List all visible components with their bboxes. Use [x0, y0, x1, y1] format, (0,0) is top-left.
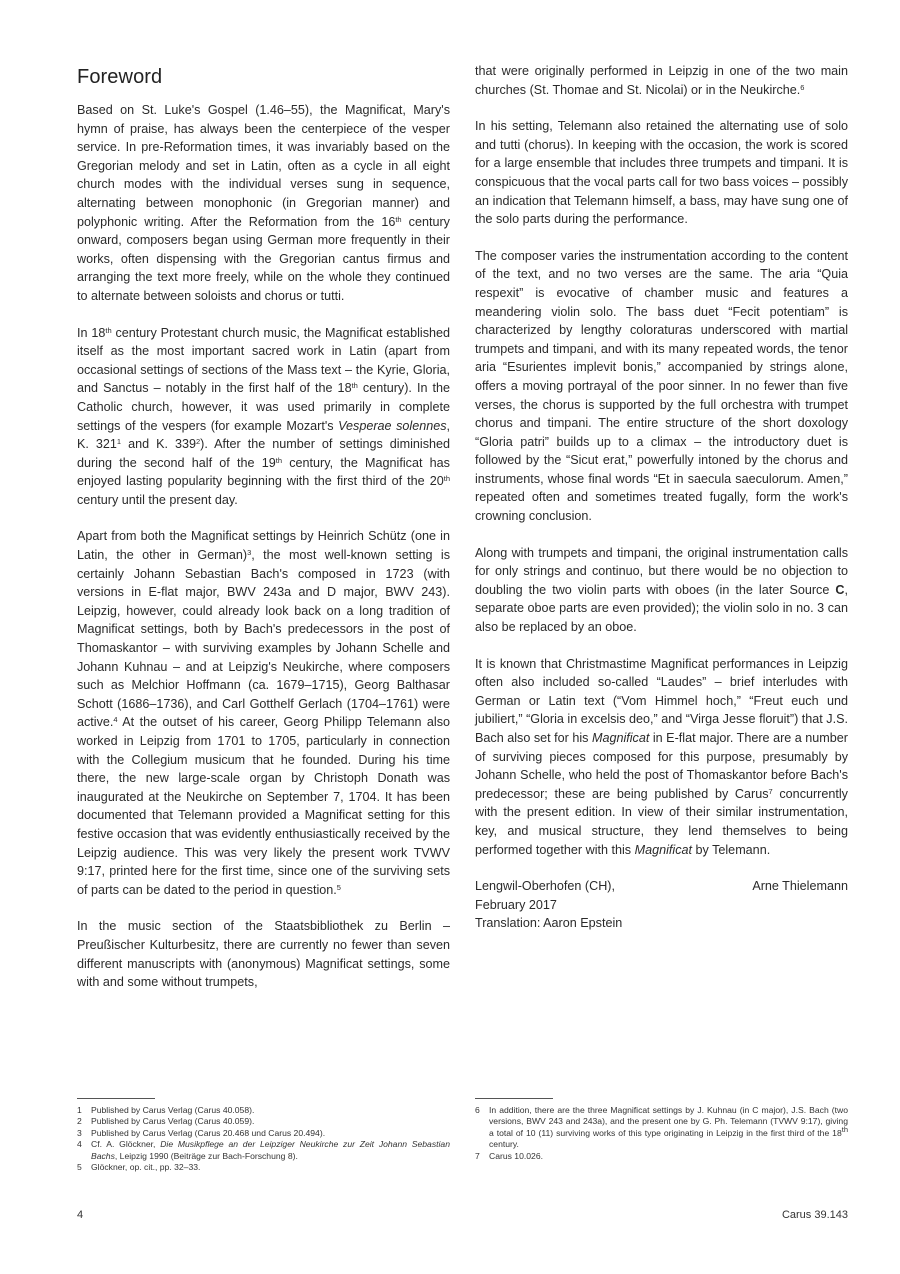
footnote-ref[interactable]: 3	[247, 548, 252, 558]
footnotes-right	[475, 1098, 848, 1162]
footnote-number: 2	[77, 1116, 82, 1127]
paragraph	[77, 917, 450, 991]
paragraph	[77, 527, 450, 899]
footnote	[77, 1162, 450, 1173]
text-run: , the most well-known setting is certainly Johann Sebastian Bach's composed in 1723 (with versions in E-flat major, BWV 243a and D major, BWV 243). Leipzig, however, could already look back on a long tradition of Magnificat settings, both by Bach's predecessors in the post of Thomaskantor – with surviving examples by Johann Schelle and Johann Kuhnau – and at Leipzig's Neukirche, where composers such as Melchior Hoffmann (ca. 1679–1715), Georg Balthasar Schott (1686–1736), and Carl Gotthelf Gerlach (1704–1761) were active.	[77, 548, 450, 730]
text-run: Based on St. Luke's Gospel (1.46–55), the Magnificat, Mary's hymn of praise, has always been the centerpiece of the vesper service. In pre-Reformation times, it was invariably based on the Gregorian melody and set in Latin, often as a cycle in all eight church modes with the individual verses sung in sequence, alternating between monophonic (in Gregorian manner) and polyphonic writing. After the Reformation from the 16	[77, 103, 450, 229]
text-run: , separate oboe parts are even provided); the violin solo in no. 3 can also be replaced by an oboe.	[475, 582, 848, 635]
paragraph	[475, 117, 848, 229]
text-run: At the outset of his career, Georg Philipp Telemann also worked in Leipzig from 1701 to 1705, particularly in connection with the Collegium musicum that he founded. During his time there, the new large-scale organ by Christoph Donath was inaugurated at the Neukirche on September 7, 1704. It has been documented that Telemann provided a Magnificat setting for this festive occasion that was evidently enthusiastically received by the Leipzig audience. This was very likely the present work TVWV 9:17, printed here for the first time, since one of the surviving sets of parts can be dated to the period in question.	[77, 715, 450, 897]
italic-title: Die Musikpflege an der Leipziger Neukirche zur Zeit Johann Sebastian Bachs	[91, 1139, 450, 1161]
superscript: th	[351, 381, 358, 391]
superscript: th	[443, 474, 450, 484]
text-run: In 18	[77, 325, 106, 340]
footnote-text: Published by Carus Verlag (Carus 20.468 und Carus 20.494).	[91, 1127, 326, 1138]
text-run: that were originally performed in Leipzig in one of the two main churches (St. Thomae and St. Nicolai) or in the Neukirche.	[475, 64, 848, 97]
superscript: th	[105, 325, 112, 335]
text-run: Cf. A. Glöckner,	[91, 1139, 161, 1150]
text-run: In his setting, Telemann also retained the alternating use of solo and tutti (chorus). In keeping with the occasion, the work is scored for a large ensemble that includes three trumpets and timpani. It is conspicuous that the vocal parts call for two bass voices – possibly an indication that Telemann himself, a bass, may have sung one of the solo parts during the performance.	[475, 119, 848, 227]
footnote-text: Carus 10.026.	[489, 1150, 543, 1161]
text-run: In the music section of the Staatsbibliothek zu Berlin – Preußischer Kulturbesitz, there are currently no fewer than seven different manuscripts with (anonymous) Magnificat settings, some with and some without trumpets,	[77, 919, 450, 990]
text-run: In addition, there are the three Magnificat settings by J. Kuhnau (in C major), J.S. Bach (two versions, BWV 243 and 243a), and the present one by G. Ph. Telemann (TVWV 9:17), giving a total of 10 (11) surviving works of this type originating in Leipzig in the first third of the 18	[489, 1105, 848, 1138]
text-run: century Protestant church music, the Magnificat established itself as the most important sacred work in Latin (apart from occasional settings of sections of the Mass text – the Kyrie, Gloria, and Sanctus – notably in the first half of the 18	[77, 325, 451, 396]
footnote-number: 1	[77, 1105, 82, 1115]
superscript: th	[841, 1124, 848, 1134]
footnote	[77, 1105, 450, 1116]
footnote	[475, 1151, 848, 1162]
text-run: , Leipzig 1990 (Beiträge zur Bach-Forschung 8).	[114, 1150, 298, 1161]
paragraph	[475, 247, 848, 526]
paragraph	[77, 101, 450, 306]
text-run: century.	[489, 1139, 519, 1150]
footnotes-left	[77, 1098, 450, 1173]
footnote-text	[489, 1105, 848, 1151]
signature-author: Arne Thielemann	[752, 879, 848, 894]
text-run: Apart from both the Magnificat settings by Heinrich Schütz (one in Latin, the other in German)	[77, 529, 450, 563]
footnote-text	[91, 1139, 450, 1162]
footnote-ref[interactable]: 4	[113, 715, 118, 725]
footnote-ref[interactable]: 6	[800, 82, 805, 92]
superscript: th	[275, 455, 283, 465]
footnote-number: 3	[77, 1127, 82, 1138]
text-run: in E-flat major. There are a number of surviving pieces composed for this purpose, presumably by Johann Schelle, who held the post of Thomaskantor before Bach's predecessor; these are being published by Carus	[475, 731, 848, 801]
text-run: The composer varies the instrumentation according to the content of the text, and no two verses are the same. The aria “Quia respexit” is evocative of chamber music and features a meandering violin solo. The bass duet “Fecit potentiam” is characterized by lengthy coloraturas underscored with martial trumpets and timpani, and with its many repeated words, the tenor aria “Esurientes implevit bonis,” accompanied by strings alone, offers a moving portrayal of the poor sinner. In no fewer than five verses, the chorus is supported by the full orchestra with trumpet chorus and timpani. The entire structure of the short doxology “Gloria patri” builds up to a climax – the introductory duet is followed by the “Sicut erat,” powerfully intoned by the chorus and instruments, whose final words “Et in saecula saeculorum. Amen,” repeated often and sometimes treated fugally, form the work's crowning conclusion.	[475, 248, 848, 524]
translation-credit: Translation: Aaron Epstein	[475, 916, 623, 931]
footnote	[77, 1116, 450, 1127]
italic-title: Vesperae solennes	[338, 418, 447, 433]
text-run: Along with trumpets and timpani, the original instrumentation calls for only strings and continuo, but there would be no objection to doubling the two violin parts with oboes (in the later Source	[475, 545, 848, 597]
footnote-text: Published by Carus Verlag (Carus 40.059).	[91, 1116, 255, 1127]
text-run: It is known that Christmastime Magnificat performances in Leipzig often also included so-called “Laudes” – brief interludes with German or Latin text (“Vom Himmel hoch,” “Freut euch und jubiliert,” “Gloria in excelsis deo,” and “Virga Jesse floruit”) that J.S. Bach also set for his	[475, 656, 848, 745]
footnote-ref[interactable]: 5	[336, 882, 341, 892]
footnote-divider	[77, 1098, 155, 1099]
paragraph	[475, 655, 848, 860]
paragraph	[475, 544, 848, 637]
footnote-number: 6	[475, 1105, 480, 1115]
text-run: century, the Magnificat has enjoyed lasting popularity beginning with the first third of the 20	[77, 455, 450, 489]
text-run: by Telemann.	[692, 842, 771, 857]
text-run: century). In the Catholic church, however, it was used primarily in complete settings of the vespers (for example Mozart's	[77, 381, 451, 433]
footnote-ref[interactable]: 1	[116, 437, 122, 447]
footnote	[77, 1139, 450, 1162]
text-run: and K. 339	[121, 437, 196, 452]
right-column	[475, 58, 848, 933]
footnote-number: 7	[475, 1150, 480, 1161]
footnote-text: Published by Carus Verlag (Carus 40.058).	[91, 1105, 255, 1115]
signature-place: Lengwil-Oberhofen (CH),	[475, 879, 615, 894]
superscript: th	[395, 214, 402, 224]
italic-title: Magnificat	[591, 731, 650, 745]
signature-date: February 2017	[475, 897, 557, 912]
text-run: ). After the number of settings diminished during the second half of the 19	[77, 437, 451, 470]
text-run: concurrently with the present edition. In view of their similar instrumentation, key, and musical structure, they lend themselves to being performed together with this	[475, 786, 848, 857]
page-number: 4	[77, 1209, 84, 1221]
left-column	[77, 58, 450, 1010]
signature-block	[475, 877, 848, 933]
paragraph	[77, 324, 450, 510]
footnote-ref[interactable]: 7	[768, 786, 773, 796]
footnote-number: 4	[77, 1139, 82, 1150]
text-run: century onward, composers began using German more frequently in their works, often dispensing with the Gregorian cantus firmus and arranging the text more freely, while on the whole they continued to alternate between soloists and chorus or tutti.	[77, 214, 450, 303]
source-label: C	[835, 582, 845, 597]
footnote	[77, 1128, 450, 1139]
text-run: century until the present day.	[77, 492, 238, 507]
catalog-number: Carus 39.143	[781, 1209, 848, 1221]
page-title: Foreword	[77, 66, 163, 88]
text-run: , K. 321	[77, 418, 451, 452]
paragraph	[475, 62, 848, 99]
footnote-text: Glöckner, op. cit., pp. 32–33.	[91, 1162, 201, 1173]
italic-title: Magnificat	[634, 842, 693, 857]
footnote-number: 5	[77, 1162, 82, 1173]
footnote-divider	[475, 1098, 553, 1099]
footnote	[475, 1105, 848, 1151]
footnote-ref[interactable]: 2	[195, 437, 201, 447]
